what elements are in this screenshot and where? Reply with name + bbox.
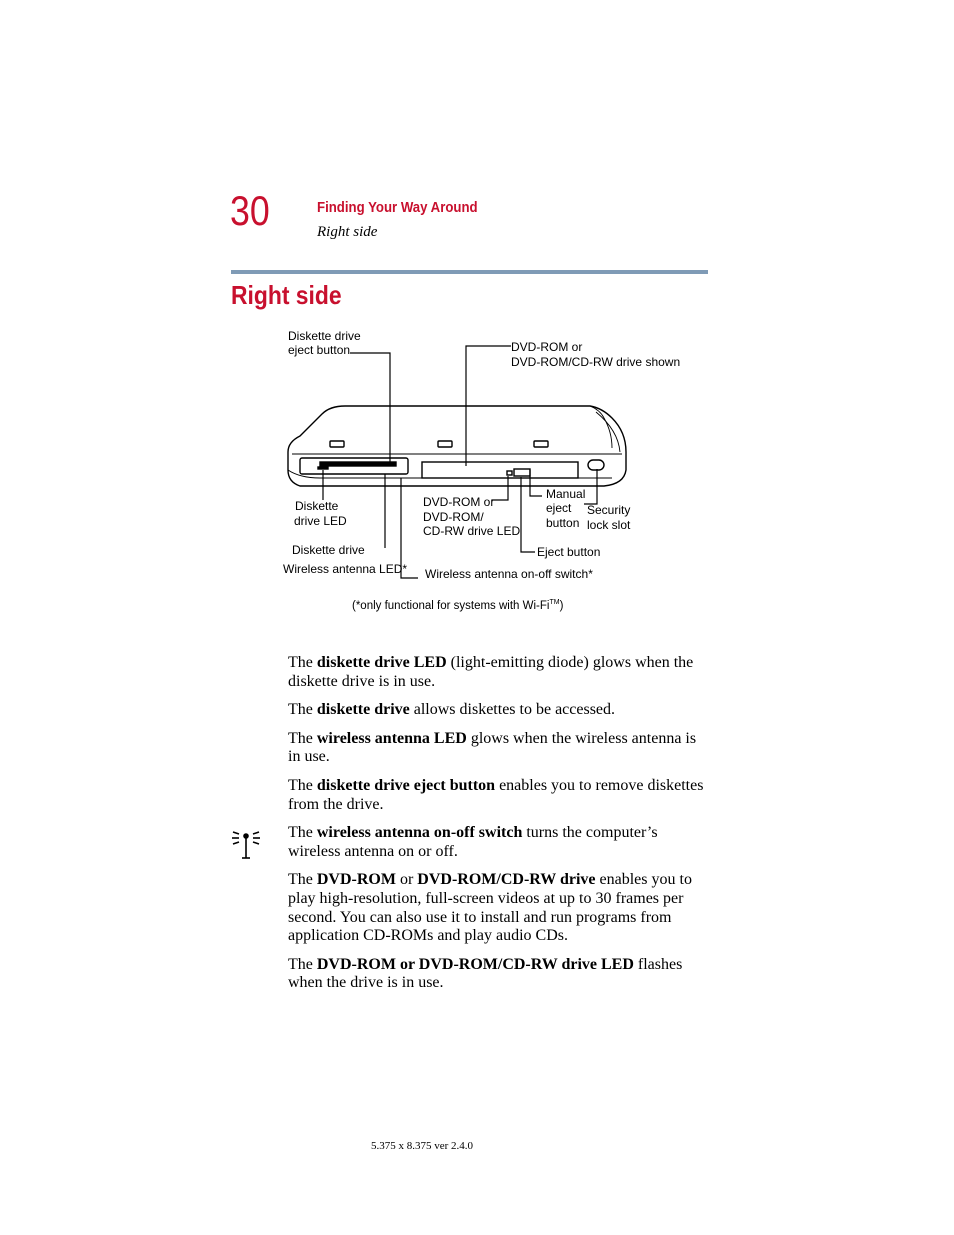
label-diskette-eject-2: eject button (288, 343, 351, 357)
label-dvd-led-1: DVD-ROM or (423, 495, 495, 509)
paragraph-diskette-led: The diskette drive LED (light-emitting diode) glows when the diskette drive is in use. (288, 654, 694, 690)
label-wireless-switch: Wireless antenna on-off switch* (425, 567, 593, 581)
chapter-title: Finding Your Way Around (317, 199, 478, 216)
term-dvd-drive-led: DVD-ROM or DVD-ROM/CD-RW drive LED (316, 955, 634, 973)
label-security-2: lock slot (587, 518, 631, 532)
label-wireless-led: Wireless antenna LED* (283, 562, 408, 576)
label-dvd-shown-2: DVD-ROM/CD-RW drive shown (511, 355, 681, 369)
term-wireless-switch: wireless antenna on-off switch (316, 824, 523, 842)
term-diskette-drive: diskette drive (316, 701, 410, 719)
label-dvd-led-3: CD-RW drive LED (423, 524, 521, 538)
label-diskette-drive: Diskette drive (292, 543, 365, 557)
label-diskette-led-2: drive LED (294, 514, 347, 528)
footnote-tm: TM (549, 599, 560, 606)
term-diskette-eject-button: diskette drive eject button (316, 776, 496, 794)
footnote-prefix: (*only functional for systems with Wi-Fi (352, 600, 550, 612)
label-diskette-led-1: Diskette (295, 499, 339, 513)
paragraph-dvd-led: The DVD-ROM or DVD-ROM/CD-RW drive LED flashes when the drive is in use. (288, 955, 683, 992)
label-eject-button: Eject button (537, 545, 601, 559)
label-manual-eject-1: Manual (546, 487, 586, 501)
figure-footnote (352, 599, 564, 612)
page-footer: 5.375 x 8.375 ver 2.4.0 (371, 1140, 474, 1152)
label-diskette-eject-1: Diskette drive (288, 329, 361, 343)
label-dvd-led-2: DVD-ROM/ (423, 510, 484, 524)
page-heading: Right side (231, 280, 342, 310)
term-wireless-antenna-led: wireless antenna LED (316, 729, 467, 747)
wireless-note-icon (231, 828, 261, 860)
paragraph-eject-button: The diskette drive eject button enables you to remove diskettes from the drive. (288, 776, 704, 813)
label-manual-eject-2: eject (546, 501, 572, 515)
term-dvd-rom-cd-rw-drive: DVD-ROM/CD-RW drive (417, 871, 596, 889)
running-section-title: Right side (317, 224, 378, 240)
paragraph-wireless-switch: The wireless antenna on-off switch turns the computer’s wireless antenna on or off. (288, 824, 658, 860)
label-security-1: Security (587, 503, 631, 517)
paragraph-dvd-drive: The DVD-ROM or DVD-ROM/CD-RW drive enables you to play high-resolution, full-screen videos at up to 30 frames per second. You can also use it to install and run programs from application CD-ROMs and play audio CDs. (288, 871, 692, 945)
label-manual-eject-3: button (546, 516, 580, 530)
term-dvd-rom: DVD-ROM (316, 871, 396, 889)
paragraph-diskette-drive: The diskette drive allows diskettes to be accessed. (288, 701, 616, 719)
label-dvd-shown-1: DVD-ROM or (511, 340, 583, 354)
page-number: 30 (230, 187, 270, 234)
body-text (288, 654, 712, 1003)
paragraph-wireless-led: The wireless antenna LED glows when the wireless antenna is in use. (288, 729, 697, 766)
term-diskette-drive-led: diskette drive LED (316, 654, 447, 671)
footnote-suffix: ) (559, 600, 564, 612)
laptop-illustration (288, 406, 626, 486)
